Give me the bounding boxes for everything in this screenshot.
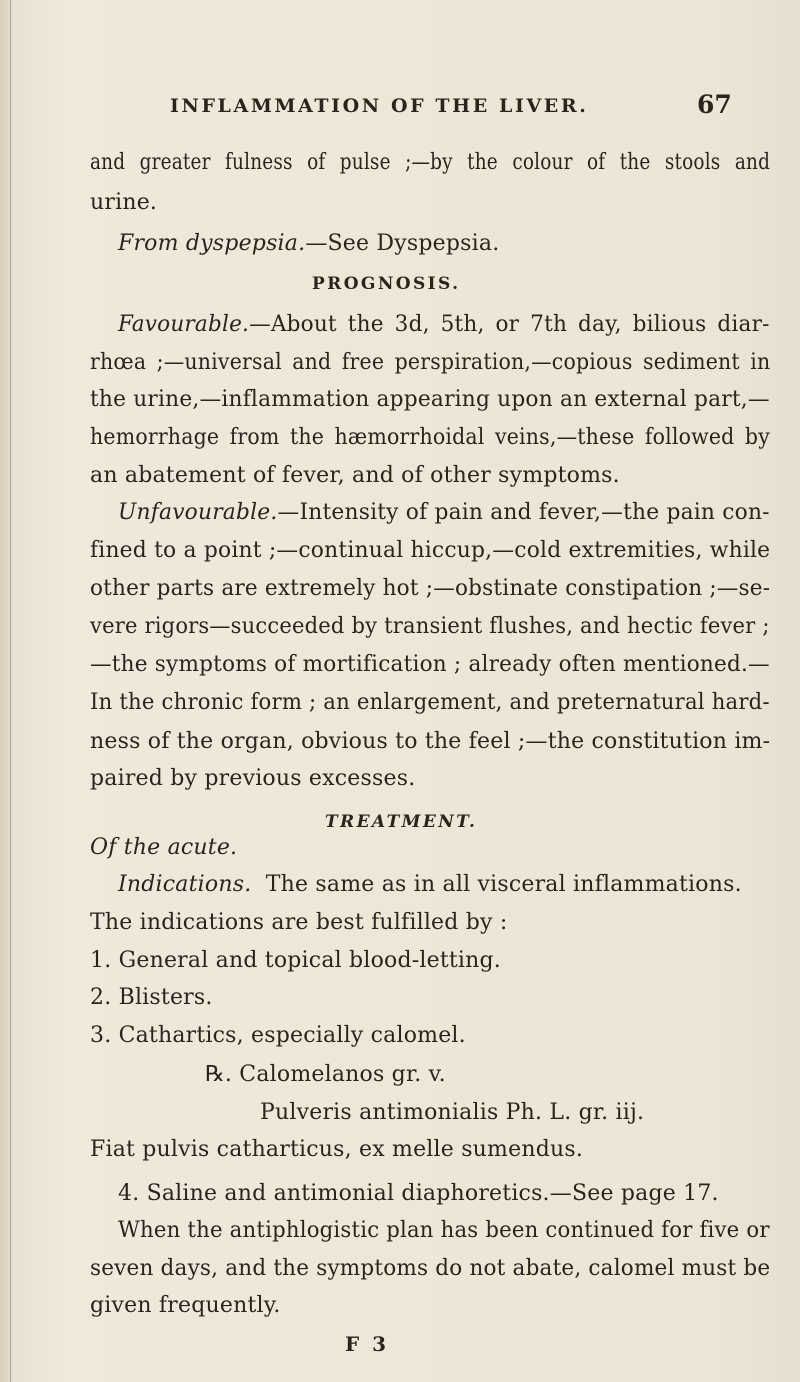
prescription-line: Pulveris antimonialis Ph. L. gr. iij. <box>260 1099 645 1125</box>
section-heading-prognosis: PROGNOSIS. <box>312 274 461 295</box>
text-line: vere rigors—succeeded by transient flushes, and hectic fever ; <box>90 613 770 639</box>
text-line: In the chronic form ; an enlargement, and preternatural hard- <box>90 690 770 715</box>
text-line: paired by previous excesses. <box>90 766 416 792</box>
text-line: an abatement of fever, and of other symptoms. <box>90 462 620 488</box>
text-line: ness of the organ, obvious to the feel ;—the constitution im- <box>90 728 771 754</box>
running-head: INFLAMMATION OF THE LIVER. <box>170 95 589 117</box>
text-line: hemorrhage from the hæmorrhoidal veins,—these followed by <box>90 424 770 450</box>
text-run: The same as in all visceral inflammations. <box>265 872 742 898</box>
text-line <box>118 311 770 339</box>
text-run <box>251 872 265 897</box>
italic-run: Unfavourable. <box>118 500 278 526</box>
text-line: When the antiphlogistic plan has been continued for five or <box>118 1218 770 1244</box>
text-line: The indications are best fulfilled by : <box>90 909 508 935</box>
text-line: 3. Cathartics, especially calomel. <box>90 1022 466 1048</box>
text-line: 1. General and topical blood-letting. <box>90 947 502 973</box>
text-line: the urine,—inflammation appearing upon an external part,— <box>90 387 770 413</box>
text-line: fined to a point ;—continual hiccup,—cold extremities, while <box>90 537 771 563</box>
text-line <box>118 871 742 899</box>
text-line: rhœa ;—universal and free perspiration,—copious sediment in <box>90 349 771 375</box>
text-run: —About the 3d, 5th, or 7th day, bilious diar- <box>249 312 770 338</box>
prescription-line: ℞. Calomelanos gr. v. <box>205 1062 446 1088</box>
text-line: urine. <box>90 189 158 215</box>
signature-mark: F 3 <box>345 1331 390 1356</box>
page-number: 67 <box>697 90 732 119</box>
page-binding-edge <box>10 0 11 1382</box>
text-line <box>118 230 499 258</box>
text-line: 4. Saline and antimonial diaphoretics.—See page 17. <box>118 1180 719 1206</box>
subheading-acute: Of the acute. <box>90 834 238 860</box>
text-run: —See Dyspepsia. <box>305 231 500 257</box>
text-line: —the symptoms of mortification ; already often mentioned.— <box>90 652 770 678</box>
text-line: other parts are extremely hot ;—obstinate constipation ;—se- <box>90 576 771 602</box>
prescription-line: Fiat pulvis catharticus, ex melle sumendus. <box>90 1137 584 1163</box>
text-line <box>118 499 770 527</box>
text-line: given frequently. <box>90 1293 281 1319</box>
text-run: —Intensity of pain and fever,—the pain con- <box>277 500 770 526</box>
section-heading-treatment: TREATMENT. <box>325 812 478 833</box>
text-line: 2. Blisters. <box>90 985 213 1011</box>
text-line: seven days, and the symptoms do not abate, calomel must be <box>90 1255 771 1281</box>
text-line: and greater fulness of pulse ;—by the colour of the stools and <box>90 150 771 176</box>
italic-run: From dyspepsia. <box>118 231 306 257</box>
italic-run: Indications. <box>118 872 252 898</box>
italic-run: Favourable. <box>118 312 250 338</box>
